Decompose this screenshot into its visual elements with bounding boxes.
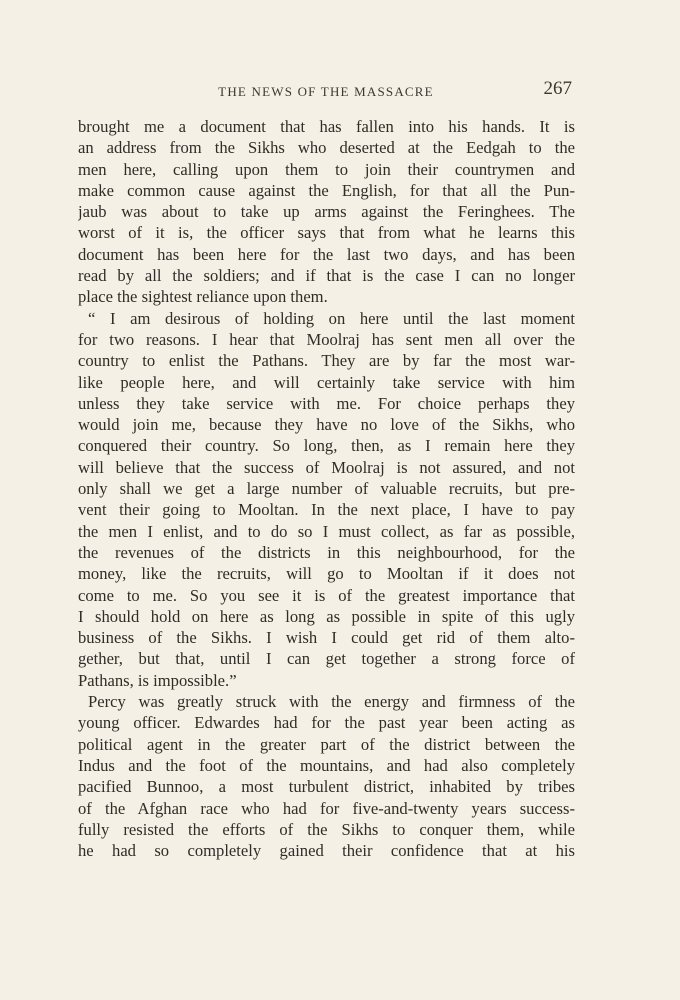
text-line: for two reasons. I hear that Moolraj has sent men all over the [78, 329, 575, 349]
text-line: I should hold on here as long as possible in spite of this ugly [78, 606, 575, 626]
text-line: document has been here for the last two days, and has been [78, 244, 575, 264]
text-line: like people here, and will certainly take service with him [78, 372, 575, 392]
text-line: vent their going to Mooltan. In the next place, I have to pay [78, 500, 575, 520]
text-line: unless they take service with me. For choice perhaps they [78, 393, 575, 413]
text-line: brought me a document that has fallen into his hands. It is [78, 117, 575, 136]
text-line: country to enlist the Pathans. They are by far the most war- [78, 351, 575, 371]
text-line: he had so completely gained their confidence that at his [78, 841, 575, 861]
text-line: money, like the recruits, will go to Mooltan if it does not [78, 564, 575, 584]
text-line: an address from the Sikhs who deserted at the Eedgah to the [78, 138, 575, 158]
text-line: the revenues of the districts in this neighbourhood, for the [78, 542, 575, 562]
body-text [78, 116, 575, 861]
text-line: fully resisted the efforts of the Sikhs to conquer them, while [78, 819, 575, 839]
text-line: of the Afghan race who had for five-and-twenty years success- [78, 798, 575, 818]
text-line: will believe that the success of Moolraj is not assured, and not [78, 457, 575, 477]
text-line: jaub was about to take up arms against the Feringhees. The [78, 202, 575, 222]
text-line: only shall we get a large number of valuable recruits, but pre- [78, 479, 575, 499]
text-line: worst of it is, the officer says that from what he learns this [78, 223, 575, 243]
text-line: business of the Sikhs. I wish I could get rid of them alto- [78, 628, 575, 648]
text-line: the men I enlist, and to do so I must collect, as far as possible, [78, 521, 575, 541]
text-line: Percy was greatly struck with the energy and firmness of the [88, 692, 575, 712]
text-line: pacified Bunnoo, a most turbulent district, inhabited by tribes [78, 777, 575, 797]
text-line: make common cause against the English, for that all the Pun- [78, 180, 575, 200]
text-line: Pathans, is impossible.” [78, 670, 237, 690]
text-line: political agent in the greater part of the district between the [78, 734, 575, 754]
text-line: read by all the soldiers; and if that is the case I can no longer [78, 266, 575, 286]
text-line: young officer. Edwardes had for the past year been acting as [78, 713, 575, 733]
text-line: “ I am desirous of holding on here until the last moment [88, 308, 575, 328]
running-head: THE NEWS OF THE MASSACRE [218, 84, 434, 99]
text-line: place the sightest reliance upon them. [78, 287, 328, 307]
text-line: gether, but that, until I can get together a strong force of [78, 649, 575, 669]
text-line: Indus and the foot of the mountains, and had also completely [78, 755, 575, 775]
text-line: come to me. So you see it is of the greatest importance that [78, 585, 575, 605]
page-number: 267 [543, 78, 572, 99]
text-line: would join me, because they have no love of the Sikhs, who [78, 415, 575, 435]
page-header [78, 78, 574, 102]
text-line: conquered their country. So long, then, as I remain here they [78, 436, 575, 456]
text-line: men here, calling upon them to join their countrymen and [78, 159, 575, 179]
